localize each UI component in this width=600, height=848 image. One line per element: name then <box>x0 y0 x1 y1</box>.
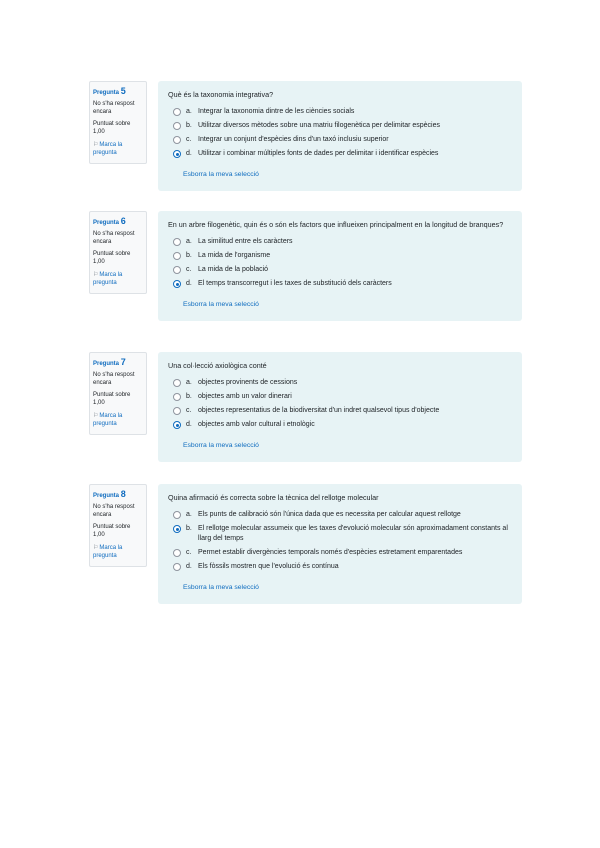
question-text: Quina afirmació és correcta sobre la tècnica del rellotge molecular <box>168 493 379 502</box>
question-info <box>89 484 147 567</box>
radio-button[interactable] <box>173 511 181 519</box>
radio-button[interactable] <box>173 136 181 144</box>
answer-text: La mida de l'organisme <box>198 251 271 259</box>
answer-letter: d. <box>186 279 192 287</box>
radio-button[interactable] <box>173 407 181 415</box>
radio-button[interactable] <box>173 280 181 288</box>
question-grade: Puntuat sobre 1,00 <box>93 392 131 407</box>
answer-text: objectes representatius de la biodiversitat d'un indret qualsevol tipus d'objecte <box>198 406 440 414</box>
answer-option[interactable] <box>168 510 512 520</box>
answer-letter: b. <box>186 524 192 532</box>
flag-question-link[interactable] <box>93 271 143 287</box>
answer-letter: d. <box>186 562 192 570</box>
answer-letter: c. <box>186 135 192 143</box>
answer-option[interactable] <box>168 524 512 544</box>
question-label: Pregunta <box>93 493 120 499</box>
answer-text: El temps transcorregut i les taxes de substitució dels caràcters <box>198 279 392 287</box>
question-grade: Puntuat sobre 1,00 <box>93 251 131 266</box>
clear-selection-link[interactable]: Esborra la meva selecció <box>183 170 259 178</box>
answer-text: Permet establir divergències temporals només d'espècies estretament emparentades <box>198 548 463 556</box>
answer-letter: a. <box>186 107 192 115</box>
answer-letter: b. <box>186 392 192 400</box>
flag-label: Marca la pregunta <box>93 412 123 427</box>
answer-text: Utilitzar i combinar múltiples fonts de dades per delimitar i identificar espècies <box>198 149 439 157</box>
answer-option[interactable] <box>168 279 512 289</box>
radio-button[interactable] <box>173 252 181 260</box>
question-state: No s'ha respost encara <box>93 231 135 246</box>
question-info <box>89 211 147 294</box>
answer-option[interactable] <box>168 237 512 247</box>
flag-label: Marca la pregunta <box>93 271 123 286</box>
answer-text: objectes provinents de cessions <box>198 378 298 386</box>
answer-option[interactable] <box>168 548 512 558</box>
answer-letter: c. <box>186 265 192 273</box>
flag-question-link[interactable] <box>93 141 143 157</box>
answer-text: Els fòssils mostren que l'evolució és contínua <box>198 562 339 570</box>
answer-option[interactable] <box>168 420 512 430</box>
answer-letter: c. <box>186 548 192 556</box>
flag-icon: ⚐ <box>93 412 99 419</box>
answer-letter: b. <box>186 121 192 129</box>
radio-button[interactable] <box>173 393 181 401</box>
answer-option[interactable] <box>168 135 512 145</box>
answer-text: La similitud entre els caràcters <box>198 237 293 245</box>
question-grade: Puntuat sobre 1,00 <box>93 524 131 539</box>
radio-button[interactable] <box>173 379 181 387</box>
question-number-value: 8 <box>120 489 126 499</box>
answer-text: Integrar un conjunt d'espècies dins d'un taxó inclusiu superior <box>198 135 389 143</box>
question-content <box>158 484 522 604</box>
clear-selection-link[interactable]: Esborra la meva selecció <box>183 300 259 308</box>
question-text: Què és la taxonomia integrativa? <box>168 90 274 99</box>
answer-text: objectes amb un valor dinerari <box>198 392 292 400</box>
answer-letter: b. <box>186 251 192 259</box>
flag-question-link[interactable] <box>93 412 143 428</box>
flag-icon: ⚐ <box>93 141 99 148</box>
answer-letter: a. <box>186 510 192 518</box>
answer-letter: a. <box>186 378 192 386</box>
answer-option[interactable] <box>168 149 512 159</box>
question-state: No s'ha respost encara <box>93 372 135 387</box>
answer-option[interactable] <box>168 251 512 261</box>
answer-list <box>168 237 512 289</box>
answer-text: objectes amb valor cultural i etnològic <box>198 420 315 428</box>
radio-button[interactable] <box>173 563 181 571</box>
radio-button[interactable] <box>173 108 181 116</box>
question-text: Una col·lecció axiològica conté <box>168 361 267 370</box>
question-info <box>89 352 147 435</box>
radio-button[interactable] <box>173 421 181 429</box>
answer-text: Utilitzar diversos mètodes sobre una matriu filogenètica per delimitar espècies <box>198 121 440 129</box>
question-content <box>158 211 522 321</box>
answer-option[interactable] <box>168 378 512 388</box>
flag-question-link[interactable] <box>93 544 143 560</box>
radio-button[interactable] <box>173 525 181 533</box>
question-number <box>93 356 143 368</box>
radio-button[interactable] <box>173 122 181 130</box>
radio-button[interactable] <box>173 549 181 557</box>
answer-list <box>168 378 512 430</box>
flag-icon: ⚐ <box>93 544 99 551</box>
question-number <box>93 215 143 227</box>
question-number <box>93 85 143 97</box>
question-state: No s'ha respost encara <box>93 504 135 519</box>
answer-option[interactable] <box>168 265 512 275</box>
radio-button[interactable] <box>173 266 181 274</box>
question-content <box>158 352 522 462</box>
flag-label: Marca la pregunta <box>93 141 123 156</box>
question-number-value: 5 <box>120 86 126 96</box>
clear-selection-link[interactable]: Esborra la meva selecció <box>183 583 259 591</box>
question-number-value: 6 <box>120 216 126 226</box>
answer-option[interactable] <box>168 392 512 402</box>
question-number <box>93 488 143 500</box>
radio-button[interactable] <box>173 150 181 158</box>
answer-letter: c. <box>186 406 192 414</box>
answer-text: Els punts de calibració són l'única dada que es necessita per calcular aquest rellotge <box>198 510 461 518</box>
answer-letter: d. <box>186 420 192 428</box>
answer-letter: a. <box>186 237 192 245</box>
question-grade: Puntuat sobre 1,00 <box>93 121 131 136</box>
answer-option[interactable] <box>168 562 512 572</box>
clear-selection-link[interactable]: Esborra la meva selecció <box>183 441 259 449</box>
flag-icon: ⚐ <box>93 271 99 278</box>
radio-button[interactable] <box>173 238 181 246</box>
answer-option[interactable] <box>168 121 512 131</box>
question-content <box>158 81 522 191</box>
answer-letter: d. <box>186 149 192 157</box>
answer-text: La mida de la població <box>198 265 269 273</box>
question-label: Pregunta <box>93 220 120 226</box>
question-text: En un arbre filogenètic, quin és o són els factors que influeixen principalment en la longitud de branques? <box>168 220 504 229</box>
flag-label: Marca la pregunta <box>93 544 123 559</box>
question-label: Pregunta <box>93 90 120 96</box>
answer-text: El rellotge molecular assumeix que les taxes d'evolució molecular són aproximadament constants al llarg del temps <box>198 524 508 542</box>
answer-option[interactable] <box>168 406 512 416</box>
question-info <box>89 81 147 164</box>
question-number-value: 7 <box>120 357 126 367</box>
answer-option[interactable] <box>168 107 512 117</box>
answer-text: Integrar la taxonomia dintre de les ciències socials <box>198 107 355 115</box>
question-state: No s'ha respost encara <box>93 101 135 116</box>
question-label: Pregunta <box>93 361 120 367</box>
answer-list <box>168 107 512 159</box>
answer-list <box>168 510 512 572</box>
